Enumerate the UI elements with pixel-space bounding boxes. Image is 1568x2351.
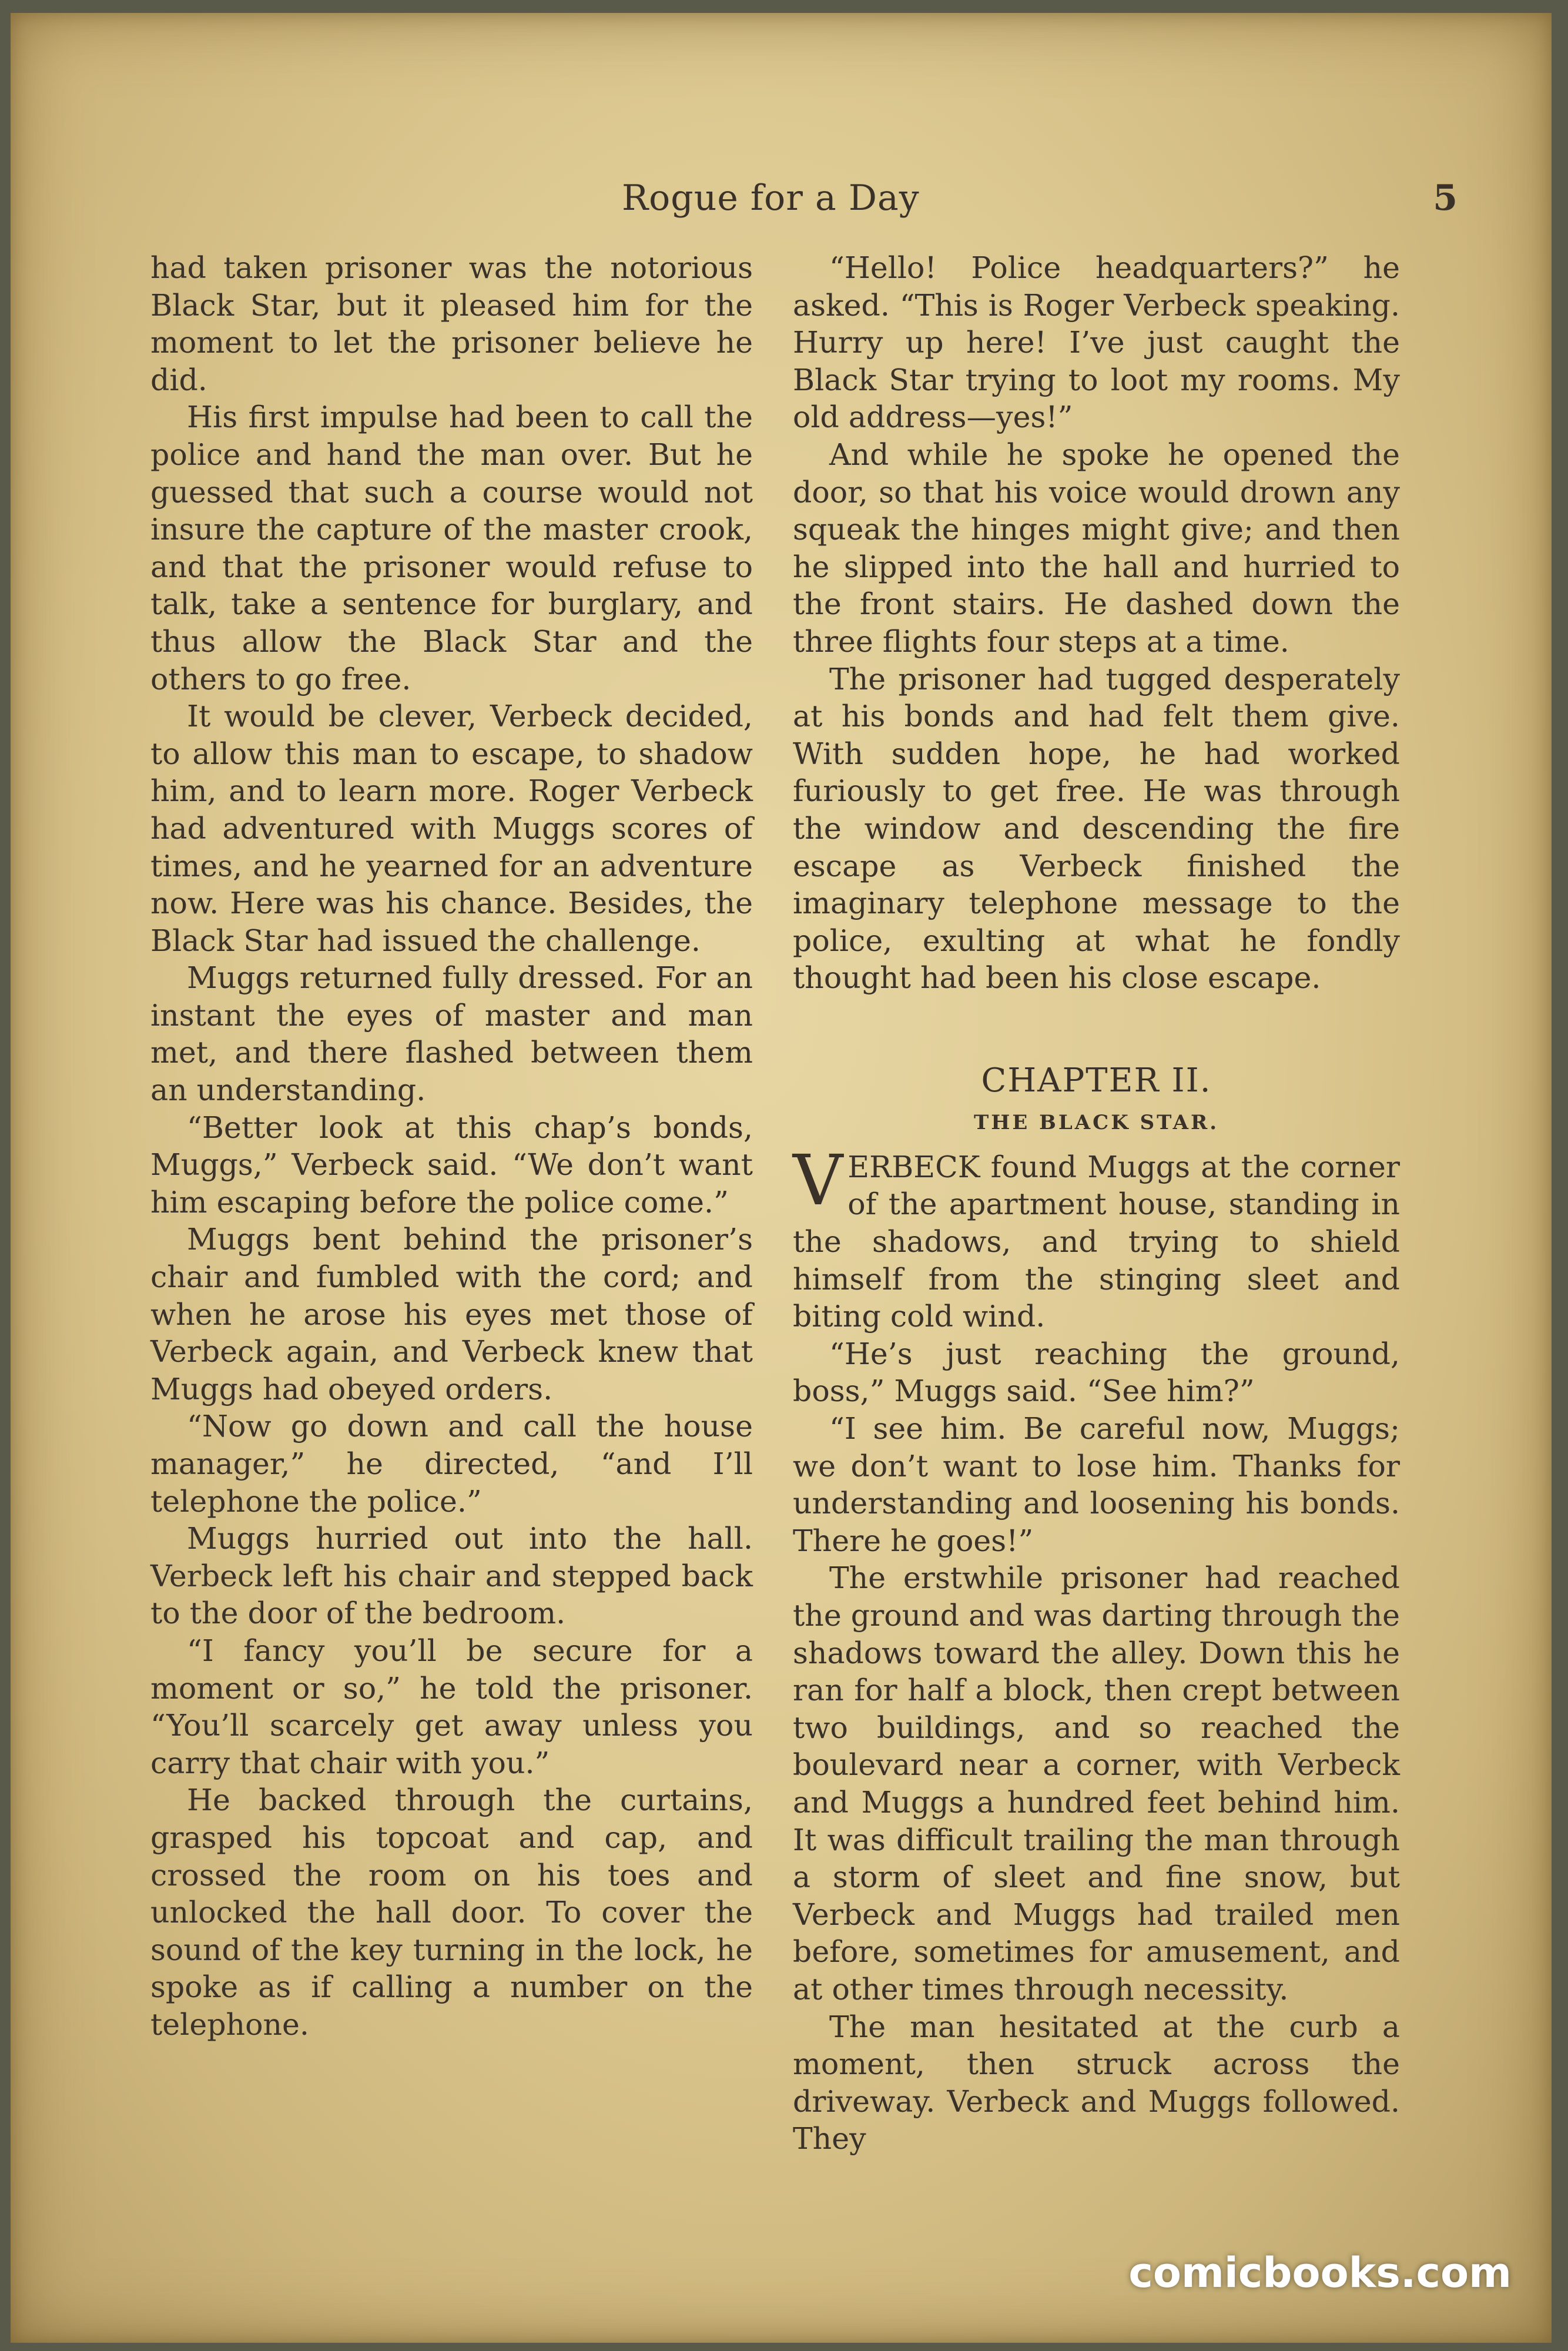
watermark: comicbooks.com xyxy=(1128,2249,1512,2297)
paragraph: “Better look at this chap’s bonds, Muggs,” Verbeck said. “We don’t want him escaping before the police come.” xyxy=(150,1110,753,1220)
paragraph: “Now go down and call the house manager,” he directed, “and I’ll telephone the police.” xyxy=(150,1409,753,1519)
paragraph: “I fancy you’ll be secure for a moment or so,” he told the prisoner. “You’ll scarcely get away unless you carry that chair with you.” xyxy=(150,1633,753,1780)
paragraph: The prisoner had tugged desperately at his bonds and had felt them give. With sudden hope, he had worked furiously to get free. He was through the window and descending the fire escape as Verbeck finished the imaginary telephone message to the police, exulting at what he fondly thought had been his close escape. xyxy=(793,661,1400,996)
drop-cap: V xyxy=(793,1139,843,1221)
paragraph: had taken prisoner was the notorious Black Star, but it pleased him for the moment to let the prisoner believe he did. xyxy=(150,250,753,397)
paragraph: He backed through the curtains, grasped his topcoat and cap, and crossed the room on his toes and unlocked the hall door. To cover the sound of the key turning in the lock, he spoke as if calling a number on the telephone. xyxy=(150,1783,753,2042)
right-column xyxy=(793,249,1400,2158)
printed-page xyxy=(11,13,1552,2343)
running-title: Rogue for a Day xyxy=(622,178,920,219)
paragraph: Muggs hurried out into the hall. Verbeck left his chair and stepped back to the door of the bedroom. xyxy=(150,1521,753,1631)
paragraph: “I see him. Be careful now, Muggs; we don’t want to lose him. Thanks for understanding and loosening his bonds. There he goes!” xyxy=(793,1411,1400,1558)
paragraph: The man hesitated at the curb a moment, then struck across the driveway. Verbeck and Muggs followed. They xyxy=(793,2009,1400,2156)
paragraph: And while he spoke he opened the door, so that his voice would drown any squeak the hinges might give; and then he slipped into the hall and hurried to the front stairs. He dashed down the three flights four steps at a time. xyxy=(793,437,1400,659)
left-column xyxy=(150,249,753,2044)
chapter-subtitle: THE BLACK STAR. xyxy=(973,1110,1219,1134)
paragraph: Muggs bent behind the prisoner’s chair and fumbled with the cord; and when he arose his eyes met those of Verbeck again, and Verbeck knew that Muggs had obeyed orders. xyxy=(150,1222,753,1406)
page-number: 5 xyxy=(1433,178,1458,219)
paragraph: “Hello! Police headquarters?” he asked. “This is Roger Verbeck speaking. Hurry up here! I’ve just caught the Black Star trying to loot my rooms. My old address—yes!” xyxy=(793,250,1400,435)
paragraph: The erstwhile prisoner had reached the ground and was darting through the shadows toward the alley. Down this he ran for half a block, then crept between two buildings, and so reached the boulevard near a corner, with Verbeck and Muggs a hundred feet behind him. It was difficult trailing the man through a storm of sleet and fine snow, but Verbeck and Muggs had trailed men before, sometimes for amusement, and at other times through necessity. xyxy=(793,1560,1400,2007)
page-header xyxy=(11,165,1552,229)
paragraph: Muggs returned fully dressed. For an instant the eyes of master and man met, and there flashed between them an understanding. xyxy=(150,960,753,1108)
paragraph: His first impulse had been to call the police and hand the man over. But he guessed that such a course would not insure the capture of the master crook, and that the prisoner would refuse to talk, take a sentence for burglary, and thus allow the Black Star and the others to go free. xyxy=(150,400,753,696)
chapter-heading: CHAPTER II. xyxy=(981,1061,1212,1100)
paragraph-text: ERBECK found Muggs at the corner of the apartment house, standing in the shadows, and trying to shield himself from the stinging sleet and biting cold wind. xyxy=(793,1149,1400,1334)
paragraph: It would be clever, Verbeck decided, to allow this man to escape, to shadow him, and to learn more. Roger Verbeck had adventured with Muggs scores of times, and he yearned for an adventure now. Here was his chance. Besides, the Black Star had issued the challenge. xyxy=(150,699,753,958)
chapter-first-paragraph xyxy=(793,1139,1400,1335)
paragraph: “He’s just reaching the ground, boss,” Muggs said. “See him?” xyxy=(793,1336,1400,1409)
